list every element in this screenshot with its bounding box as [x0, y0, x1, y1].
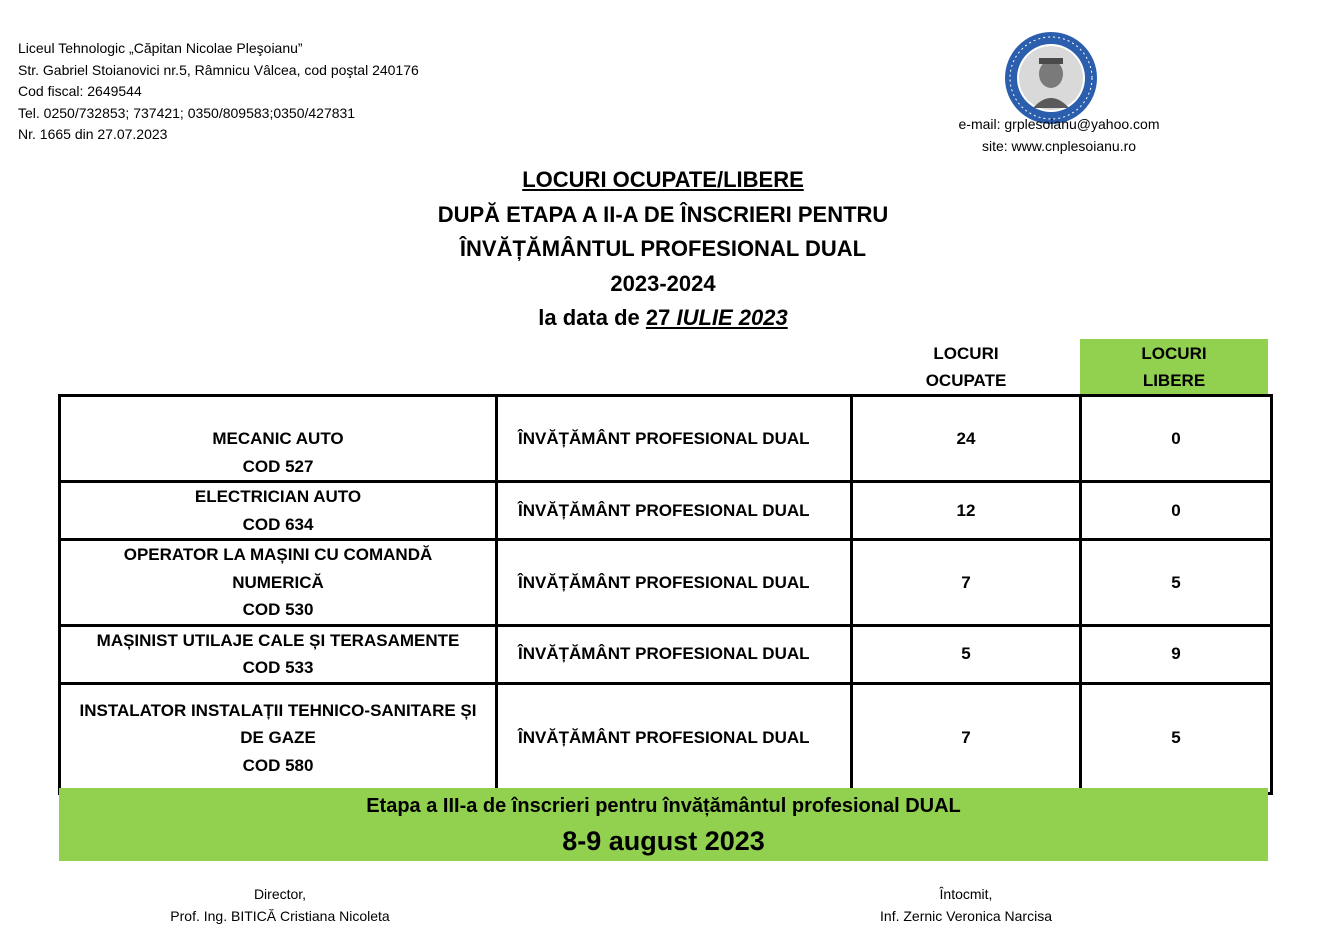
ocupate-label-1: LOCURI: [933, 343, 999, 363]
table-row: [60, 396, 1272, 482]
date-day: 27: [645, 305, 677, 330]
ocupate-cell: 24: [852, 396, 1081, 482]
program-cell: ÎNVĂȚĂMÂNT PROFESIONAL DUAL: [497, 683, 852, 793]
title-line-1: LOCURI OCUPATE/LIBERE: [522, 167, 804, 192]
qualification-name: MECANIC AUTO: [212, 429, 344, 448]
qualification-cell: [60, 625, 497, 683]
qualification-code: COD 580: [242, 755, 314, 775]
ocupate-cell: 7: [852, 540, 1081, 626]
site-text: site: www.cnplesoianu.ro: [981, 137, 1137, 154]
libere-label-2: LIBERE: [1142, 370, 1206, 390]
qualification-name: OPERATOR LA MAȘINI CU COMANDĂ: [123, 545, 433, 564]
qualification-name-cont: DE GAZE: [240, 728, 316, 748]
table-row: [60, 683, 1272, 793]
banner-text: Etapa a III-a de înscrieri pentru învățământul profesional DUAL: [366, 795, 961, 817]
ocupate-label-2: OCUPATE: [925, 370, 1007, 390]
table-row: [60, 625, 1272, 683]
director-role: Director,: [253, 886, 307, 902]
libere-cell: 0: [1081, 482, 1272, 540]
qualification-cell: [60, 683, 497, 793]
program-cell: ÎNVĂȚĂMÂNT PROFESIONAL DUAL: [497, 396, 852, 482]
fiscal-code: Cod fiscal: 2649544: [18, 83, 142, 99]
column-header-ocupate: [852, 339, 1080, 394]
title-year: 2023-2024: [610, 270, 716, 296]
places-table: [58, 394, 1273, 795]
title-date: [363, 301, 963, 336]
document-number: Nr. 1665 din 27.07.2023: [18, 126, 168, 142]
libere-label-1: LOCURI: [1141, 343, 1207, 363]
qualification-cell: [60, 540, 497, 626]
program-cell: ÎNVĂȚĂMÂNT PROFESIONAL DUAL: [497, 625, 852, 683]
email-text: e-mail: grplesoianu@yahoo.com: [958, 116, 1160, 132]
document-title: [363, 163, 963, 336]
libere-cell: 5: [1081, 540, 1272, 626]
school-address: Str. Gabriel Stoianovici nr.5, Râmnicu Vâlcea, cod poştal 240176: [18, 61, 419, 78]
ocupate-cell: 5: [852, 625, 1081, 683]
director-signature: [130, 884, 430, 927]
qualification-name: INSTALATOR INSTALAȚII TEHNICO-SANITARE ȘI: [79, 700, 477, 720]
author-signature: [816, 884, 1116, 927]
title-line-2: DUPĂ ETAPA A II-A DE ÎNSCRIERI PENTRU: [437, 201, 889, 227]
date-month-year: IULIE 2023: [676, 305, 788, 330]
date-value: [646, 305, 788, 330]
qualification-cell: [60, 482, 497, 540]
author-role: Întocmit,: [939, 886, 993, 902]
ocupate-cell: 7: [852, 683, 1081, 793]
phone-numbers: Tel. 0250/732853; 737421; 0350/809583;0350/427831: [18, 104, 356, 121]
director-name: Prof. Ing. BITICĂ Cristiana Nicoleta: [170, 907, 390, 924]
qualification-name: ELECTRICIAN AUTO: [194, 487, 362, 506]
title-line-3: ÎNVĂȚĂMÂNTUL PROFESIONAL DUAL: [459, 236, 867, 261]
school-name: Liceul Tehnologic „Căpitan Nicolae Pleşoianu”: [18, 40, 303, 56]
table-row: [60, 482, 1272, 540]
qualification-code: COD 634: [242, 514, 314, 534]
school-seal-icon: [1003, 30, 1099, 126]
libere-cell: 5: [1081, 683, 1272, 793]
banner-dates: 8-9 august 2023: [562, 826, 765, 856]
author-name: Inf. Zernic Veronica Narcisa: [880, 907, 1052, 924]
date-prefix: la data de: [538, 305, 646, 330]
qualification-code: COD 527: [242, 456, 314, 476]
next-stage-banner: [59, 788, 1268, 861]
program-cell: ÎNVĂȚĂMÂNT PROFESIONAL DUAL: [497, 540, 852, 626]
qualification-name-cont: NUMERICĂ: [232, 572, 324, 592]
contact-info: [900, 114, 1218, 157]
qualification-code: COD 533: [242, 658, 314, 677]
qualification-code: COD 530: [242, 600, 314, 619]
qualification-name: MAȘINIST UTILAJE CALE ȘI TERASAMENTE: [96, 630, 460, 650]
ocupate-cell: 12: [852, 482, 1081, 540]
qualification-cell: [60, 396, 497, 482]
school-header: [18, 38, 419, 146]
column-header-libere: [1080, 339, 1268, 394]
libere-cell: 9: [1081, 625, 1272, 683]
program-cell: ÎNVĂȚĂMÂNT PROFESIONAL DUAL: [497, 482, 852, 540]
libere-cell: 0: [1081, 396, 1272, 482]
table-row: [60, 540, 1272, 626]
